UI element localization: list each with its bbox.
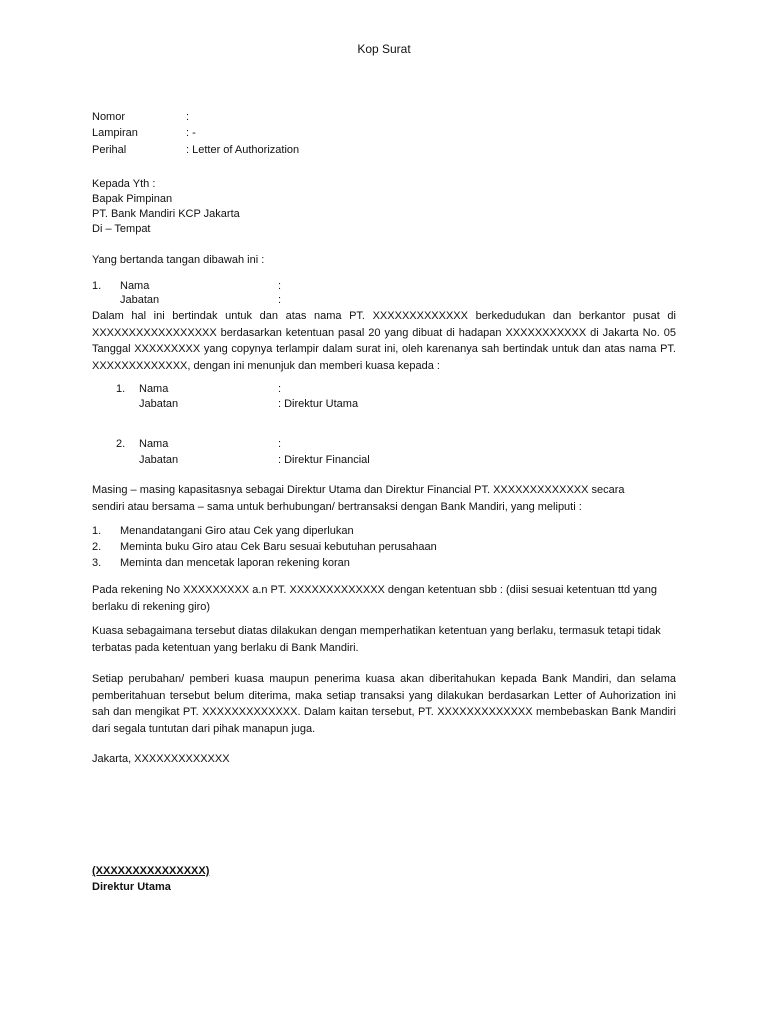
signature-title: Direktur Utama	[92, 881, 171, 893]
recipient-line-3: PT. Bank Mandiri KCP Jakarta	[92, 208, 240, 220]
power-3-text: Meminta dan mencetak laporan rekening koran	[120, 557, 350, 569]
power-2-number: 2.	[92, 541, 102, 553]
paragraph-1: Dalam hal ini bertindak untuk dan atas nama PT. XXXXXXXXXXXXX berkedudukan dan berkantor pusat di XXXXXXXXXXXXXXXXX berdasarkan ketentuan pasal 20 yang dibuat di hadapan XXXXXXXXXXX di Jakarta No. 05 Tanggal XXXXXXXXX yang copynya terlampir dalam surat ini, oleh karenanya sah bertindak untuk dan atas nama PT. XXXXXXXXXXXXX, dengan ini menunjuk dan memberi kuasa kepada :	[92, 310, 676, 372]
paragraph-5: Setiap perubahan/ pemberi kuasa maupun penerima kuasa akan diberitahukan kepada Bank Mandiri, dan selama pemberitahuan tersebut belum diterima, maka setiap transaksi yang dilakukan berdasarkan Letter of Auhorization ini sah dan mengikat PT. XXXXXXXXXXXXX. Dalam kaitan tersebut, PT. XXXXXXXXXXXXX membebaskan Bank Mandiri dari segala tuntutan dari pihak manapun juga.	[92, 673, 676, 735]
signer-jabatan-label: Jabatan	[120, 294, 160, 306]
lampiran-value: : -	[186, 127, 196, 139]
attorney-2-nama-label: Nama	[139, 438, 169, 450]
power-3-number: 3.	[92, 557, 102, 569]
power-1-number: 1.	[92, 525, 102, 537]
nomor-label: Nomor	[92, 111, 126, 123]
signer-jabatan-value: :	[278, 294, 282, 306]
signer-nama-value: :	[278, 280, 282, 292]
letterhead: Kop Surat	[357, 42, 411, 56]
nomor-value: :	[186, 111, 190, 123]
paragraph-2: Masing – masing kapasitasnya sebagai Direktur Utama dan Direktur Financial PT. XXXXXXXXXXXXX secara sendiri atau bersama – sama untuk berhubungan/ bertransaksi dengan Bank Mandiri, yang meliputi :	[92, 484, 625, 513]
attorney-2-nama-value: :	[278, 438, 282, 450]
signer-nama-label: Nama	[120, 280, 150, 292]
signature-name: (XXXXXXXXXXXXXXX)	[92, 865, 210, 877]
attorney-2-number: 2.	[116, 438, 126, 450]
perihal-value: : Letter of Authorization	[186, 144, 300, 156]
perihal-label: Perihal	[92, 144, 127, 156]
signer-number: 1.	[92, 280, 102, 292]
recipient-line-1: Kepada Yth :	[92, 178, 156, 190]
paragraph-4: Kuasa sebagaimana tersebut diatas dilakukan dengan memperhatikan ketentuan yang berlaku, termasuk tetapi tidak terbatas pada ketentuan yang berlaku di Bank Mandiri.	[92, 625, 661, 654]
attorney-1-jabatan-label: Jabatan	[139, 398, 179, 410]
recipient-line-4: Di – Tempat	[92, 223, 151, 235]
lampiran-label: Lampiran	[92, 127, 138, 139]
attorney-1-number: 1.	[116, 383, 126, 395]
place-date: Jakarta, XXXXXXXXXXXXX	[92, 753, 230, 765]
attorney-2-jabatan-label: Jabatan	[139, 454, 179, 466]
power-2-text: Meminta buku Giro atau Cek Baru sesuai kebutuhan perusahaan	[120, 541, 437, 553]
attorney-2-jabatan-value: : Direktur Financial	[278, 454, 370, 466]
intro-text: Yang bertanda tangan dibawah ini :	[92, 254, 265, 266]
attorney-1-jabatan-value: : Direktur Utama	[278, 398, 359, 410]
attorney-1-nama-label: Nama	[139, 383, 169, 395]
paragraph-3: Pada rekening No XXXXXXXXX a.n PT. XXXXXXXXXXXXX dengan ketentuan sbb : (diisi sesuai ketentuan ttd yang berlaku di rekening giro)	[92, 584, 658, 613]
power-1-text: Menandatangani Giro atau Cek yang diperlukan	[120, 525, 354, 537]
recipient-line-2: Bapak Pimpinan	[92, 193, 173, 205]
attorney-1-nama-value: :	[278, 383, 282, 395]
